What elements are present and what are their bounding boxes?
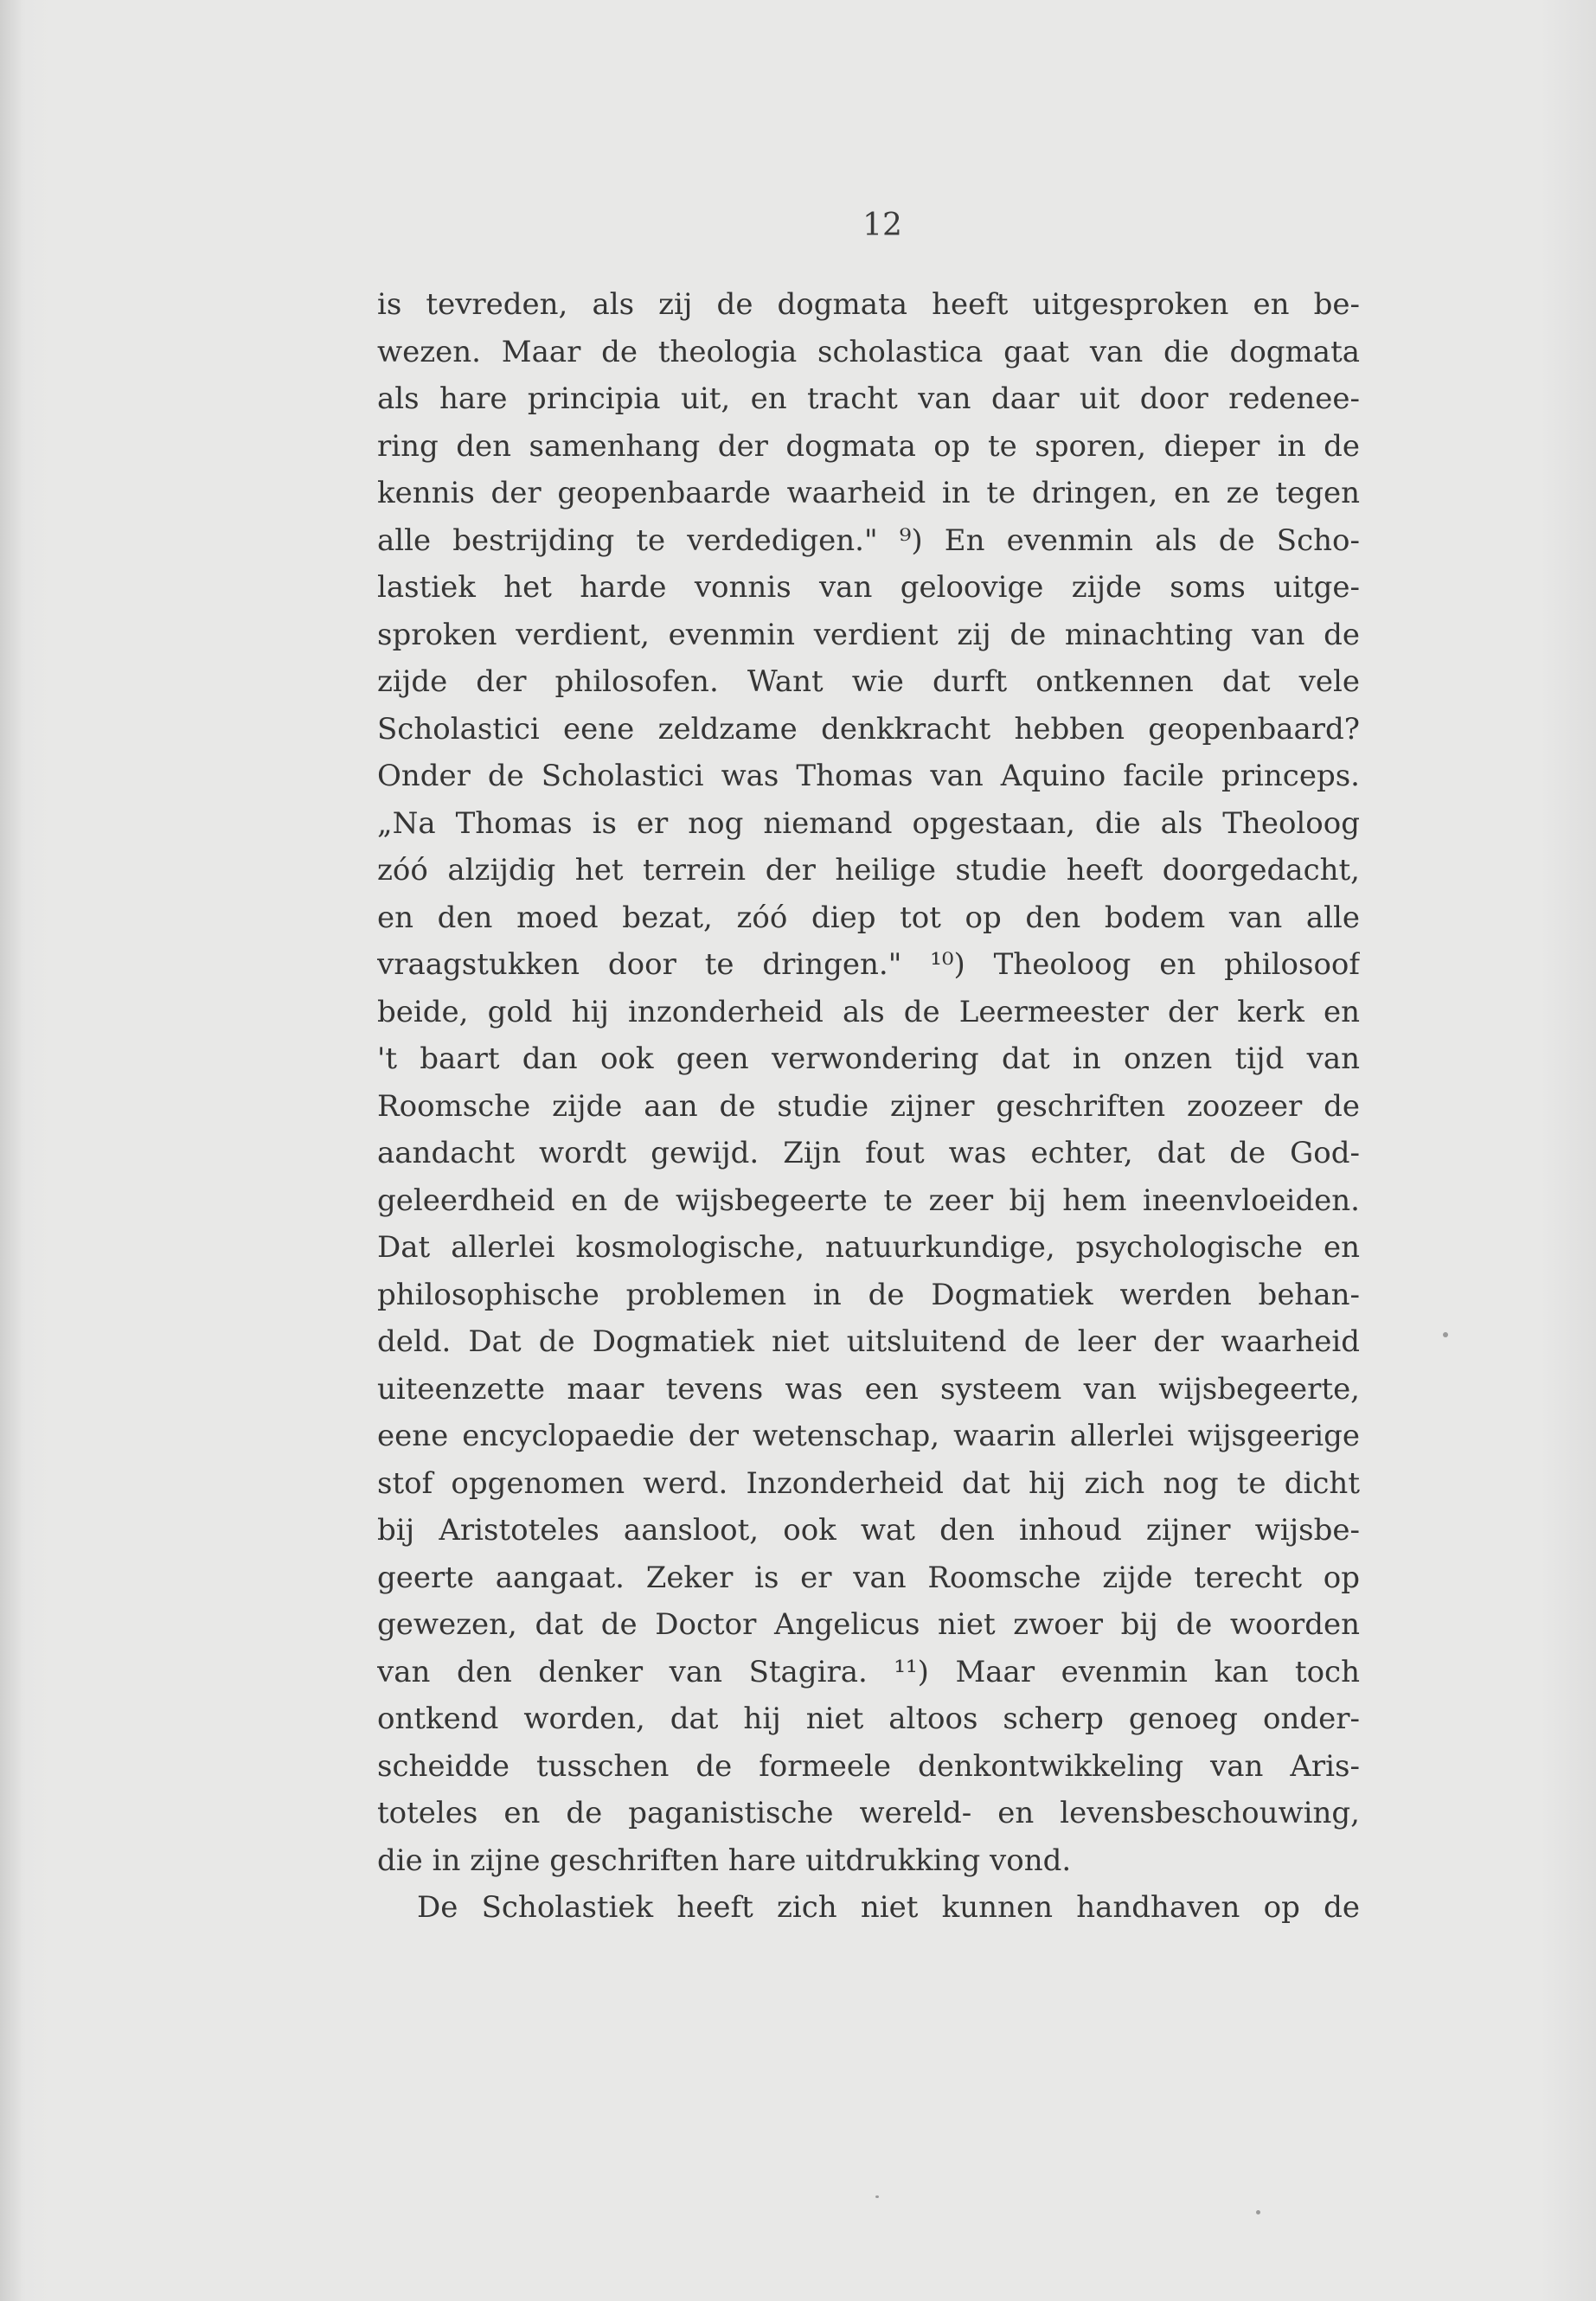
text-line: 't baart dan ook geen verwondering dat in onzen tijd van (377, 1042, 1360, 1076)
text-line: ontkend worden, dat hij niet altoos scherp genoeg onder- (377, 1702, 1360, 1736)
text-line: aandacht wordt gewijd. Zijn fout was echter, dat de God- (377, 1136, 1360, 1170)
text-line: alle bestrijding te verdedigen." ⁹) En evenmin als de Scho- (377, 522, 1360, 558)
text-line: deld. Dat de Dogmatiek niet uitsluitend de leer der waarheid (377, 1324, 1360, 1359)
text-line: en den moed bezat, zóó diep tot op den bodem van alle (377, 900, 1360, 935)
text-line: Scholastici eene zeldzame denkkracht hebben geopenbaard? (377, 711, 1360, 747)
text-line: sproken verdient, evenmin verdient zij de minachting van de (377, 617, 1360, 652)
text-line: geerte aangaat. Zeker is er van Roomsche zijde terecht op (377, 1560, 1360, 1595)
text-line: lastiek het harde vonnis van geloovige zijde soms uitge- (377, 570, 1360, 605)
text-line: is tevreden, als zij de dogmata heeft uitgesproken en be- (377, 287, 1360, 322)
text-line: stof opgenomen werd. Inzonderheid dat hij zich nog te dicht (377, 1465, 1360, 1501)
text-line: zijde der philosofen. Want wie durft ontkennen dat vele (377, 664, 1360, 699)
text-line: gewezen, dat de Doctor Angelicus niet zwoer bij de woorden (377, 1607, 1360, 1642)
text-line: geleerdheid en de wijsbegeerte te zeer bij hem ineenvloeiden. (377, 1183, 1360, 1218)
text-line: als hare principia uit, en tracht van daar uit door redenee- (377, 381, 1360, 416)
text-line: eene encyclopaedie der wetenschap, waarin allerlei wijsgeerige (377, 1419, 1360, 1453)
text-line: scheidde tusschen de formeele denkontwikkeling van Aris- (377, 1748, 1360, 1784)
paper-speck (1443, 1332, 1448, 1337)
text-line: „Na Thomas is er nog niemand opgestaan, die als Theoloog (377, 805, 1360, 841)
text-line: die in zijne geschriften hare uitdrukking vond. (377, 1843, 1072, 1878)
binding-edge (0, 0, 21, 2301)
text-line: zóó alzijdig het terrein der heilige studie heeft doorgedacht, (377, 853, 1360, 888)
text-line: De Scholastiek heeft zich niet kunnen handhaven op de (417, 1890, 1360, 1925)
page-number: 12 (862, 208, 902, 243)
text-line: uiteenzette maar tevens was een systeem van wijsbegeerte, (377, 1371, 1360, 1407)
body-text (377, 281, 1360, 1932)
text-line: Onder de Scholastici was Thomas van Aquino facile princeps. (377, 759, 1360, 793)
text-line: bij Aristoteles aansloot, ook wat den inhoud zijner wijsbe- (377, 1513, 1360, 1548)
paper-speck (1256, 2210, 1260, 2214)
text-line: wezen. Maar de theologia scholastica gaat van die dogmata (377, 334, 1360, 369)
text-line: ring den samenhang der dogmata op te sporen, dieper in de (377, 428, 1360, 464)
text-line: toteles en de paganistische wereld- en levensbeschouwing, (377, 1796, 1360, 1830)
text-line: van den denker van Stagira. ¹¹) Maar evenmin kan toch (377, 1654, 1360, 1689)
text-line: vraagstukken door te dringen." ¹⁰) Theoloog en philosoof (377, 947, 1360, 982)
text-line: Dat allerlei kosmologische, natuurkundige, psychologische en (377, 1230, 1360, 1265)
text-line: kennis der geopenbaarde waarheid in te dringen, en ze tegen (377, 476, 1360, 510)
paper-speck (875, 2195, 879, 2198)
text-line: Roomsche zijde aan de studie zijner geschriften zoozeer de (377, 1088, 1360, 1124)
text-line: philosophische problemen in de Dogmatiek werden behan- (377, 1277, 1360, 1312)
text-line: beide, gold hij inzonderheid als de Leermeester der kerk en (377, 994, 1360, 1029)
